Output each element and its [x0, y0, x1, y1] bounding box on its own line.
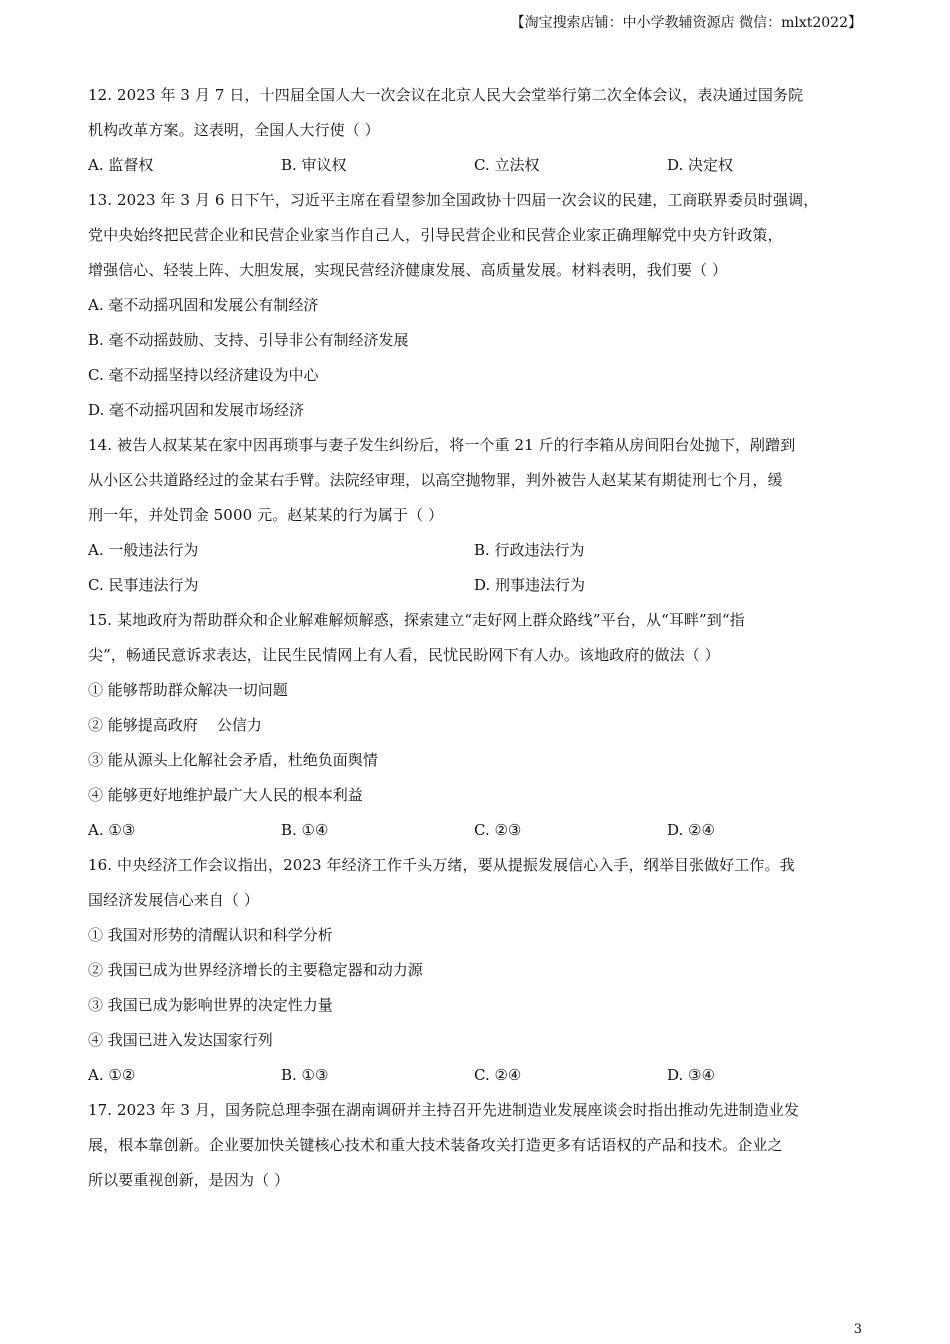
question-stem-line: 展，根本靠创新。企业要加快关键核心技术和重大技术装备攻关打造更多有话语权的产品和技术。企业之: [88, 1136, 783, 1154]
question-15: [88, 603, 860, 848]
option-a: A. ①③: [88, 821, 136, 839]
question-16: [88, 848, 860, 1093]
statement-1: ① 能够帮助群众解决一切问题: [88, 681, 288, 699]
option-a: A. ①②: [88, 1066, 136, 1084]
question-stem-line: 尖”，畅通民意诉求表达，让民生民情网上有人看，民忧民盼网下有人办。该地政府的做法（ ）: [88, 646, 720, 664]
statement-3: ③ 能从源头上化解社会矛盾，杜绝负面舆情: [88, 751, 378, 769]
option-c: C. ②③: [474, 821, 522, 839]
question-12: [88, 78, 860, 183]
question-list: [88, 78, 860, 1198]
page-number: 3: [853, 1322, 862, 1337]
option-b: B. 行政违法行为: [474, 541, 585, 559]
question-stem-line: 14. 被告人叔某某在家中因再琐事与妻子发生纠纷后，将一个重 21 斤的行李箱从房间阳台处抛下，剐蹭到: [88, 436, 796, 454]
question-stem-line: 12. 2023 年 3 月 7 日，十四届全国人大一次会议在北京人民大会堂举行第二次全体会议，表决通过国务院: [88, 86, 804, 104]
option-row: [88, 533, 860, 568]
option-a: A. 一般违法行为: [88, 541, 199, 559]
question-13: [88, 183, 860, 428]
option-row: [88, 148, 860, 183]
option-c: C. 民事违法行为: [88, 576, 199, 594]
option-row: [88, 1058, 860, 1093]
question-stem-line: 15. 某地政府为帮助群众和企业解难解烦解惑，探索建立“走好网上群众路线”平台，从“耳畔”到“指: [88, 611, 745, 629]
question-14: [88, 428, 860, 603]
option-d: D. 毫不动摇巩固和发展市场经济: [88, 401, 305, 419]
question-stem-line: 所以要重视创新，是因为（ ）: [88, 1171, 290, 1189]
question-stem-line: 13. 2023 年 3 月 6 日下午，习近平主席在看望参加全国政协十四届一次会议的民建，工商联界委员时强调，: [88, 191, 819, 209]
question-stem-line: 17. 2023 年 3 月，国务院总理李强在湖南调研并主持召开先进制造业发展座谈会时指出推动先进制造业发: [88, 1101, 799, 1119]
option-d: D. 决定权: [667, 156, 734, 174]
statement-2: ② 能够提高政府 公信力: [88, 716, 262, 734]
question-stem-line: 机构改革方案。这表明，全国人大行使（ ）: [88, 121, 380, 139]
option-a: A. 毫不动摇巩固和发展公有制经济: [88, 296, 319, 314]
statement-2: ② 我国已成为世界经济增长的主要稳定器和动力源: [88, 961, 423, 979]
option-d: D. 刑事违法行为: [474, 576, 586, 594]
question-17: [88, 1093, 860, 1198]
statement-4: ④ 能够更好地维护最广大人民的根本利益: [88, 786, 363, 804]
question-stem-line: 刑一年，并处罚金 5000 元。赵某某的行为属于（ ）: [88, 506, 444, 524]
header-note: 【淘宝搜索店铺：中小学教辅资源店 微信：mlxt2022】: [510, 15, 862, 31]
statement-4: ④ 我国已进入发达国家行列: [88, 1031, 273, 1049]
option-b: B. 毫不动摇鼓励、支持、引导非公有制经济发展: [88, 331, 409, 349]
statement-3: ③ 我国已成为影响世界的决定性力量: [88, 996, 333, 1014]
option-d: D. ③④: [667, 1066, 715, 1084]
option-d: D. ②④: [667, 821, 715, 839]
option-c: C. 毫不动摇坚持以经济建设为中心: [88, 366, 319, 384]
option-a: A. 监督权: [88, 156, 154, 174]
option-row: [88, 813, 860, 848]
option-b: B. ①③: [281, 1066, 329, 1084]
option-c: C. 立法权: [474, 156, 540, 174]
question-stem-line: 16. 中央经济工作会议指出，2023 年经济工作千头万绪，要从提振发展信心入手，纲举目张做好工作。我: [88, 856, 795, 874]
option-b: B. 审议权: [281, 156, 347, 174]
option-b: B. ①④: [281, 821, 329, 839]
question-stem-line: 国经济发展信心来自（ ）: [88, 891, 259, 909]
option-c: C. ②④: [474, 1066, 522, 1084]
question-stem-line: 党中央始终把民营企业和民营企业家当作自己人，引导民营企业和民营企业家正确理解党中央方针政策，: [88, 226, 783, 244]
question-stem-line: 增强信心、轻装上阵、大胆发展，实现民营经济健康发展、高质量发展。材料表明，我们要（ ）: [88, 261, 728, 279]
option-row: [88, 568, 860, 603]
question-stem-line: 从小区公共道路经过的金某右手臂。法院经审理，以高空抛物罪，判外被告人赵某某有期徒刑七个月，缓: [88, 471, 783, 489]
statement-1: ① 我国对形势的清醒认识和科学分析: [88, 926, 333, 944]
